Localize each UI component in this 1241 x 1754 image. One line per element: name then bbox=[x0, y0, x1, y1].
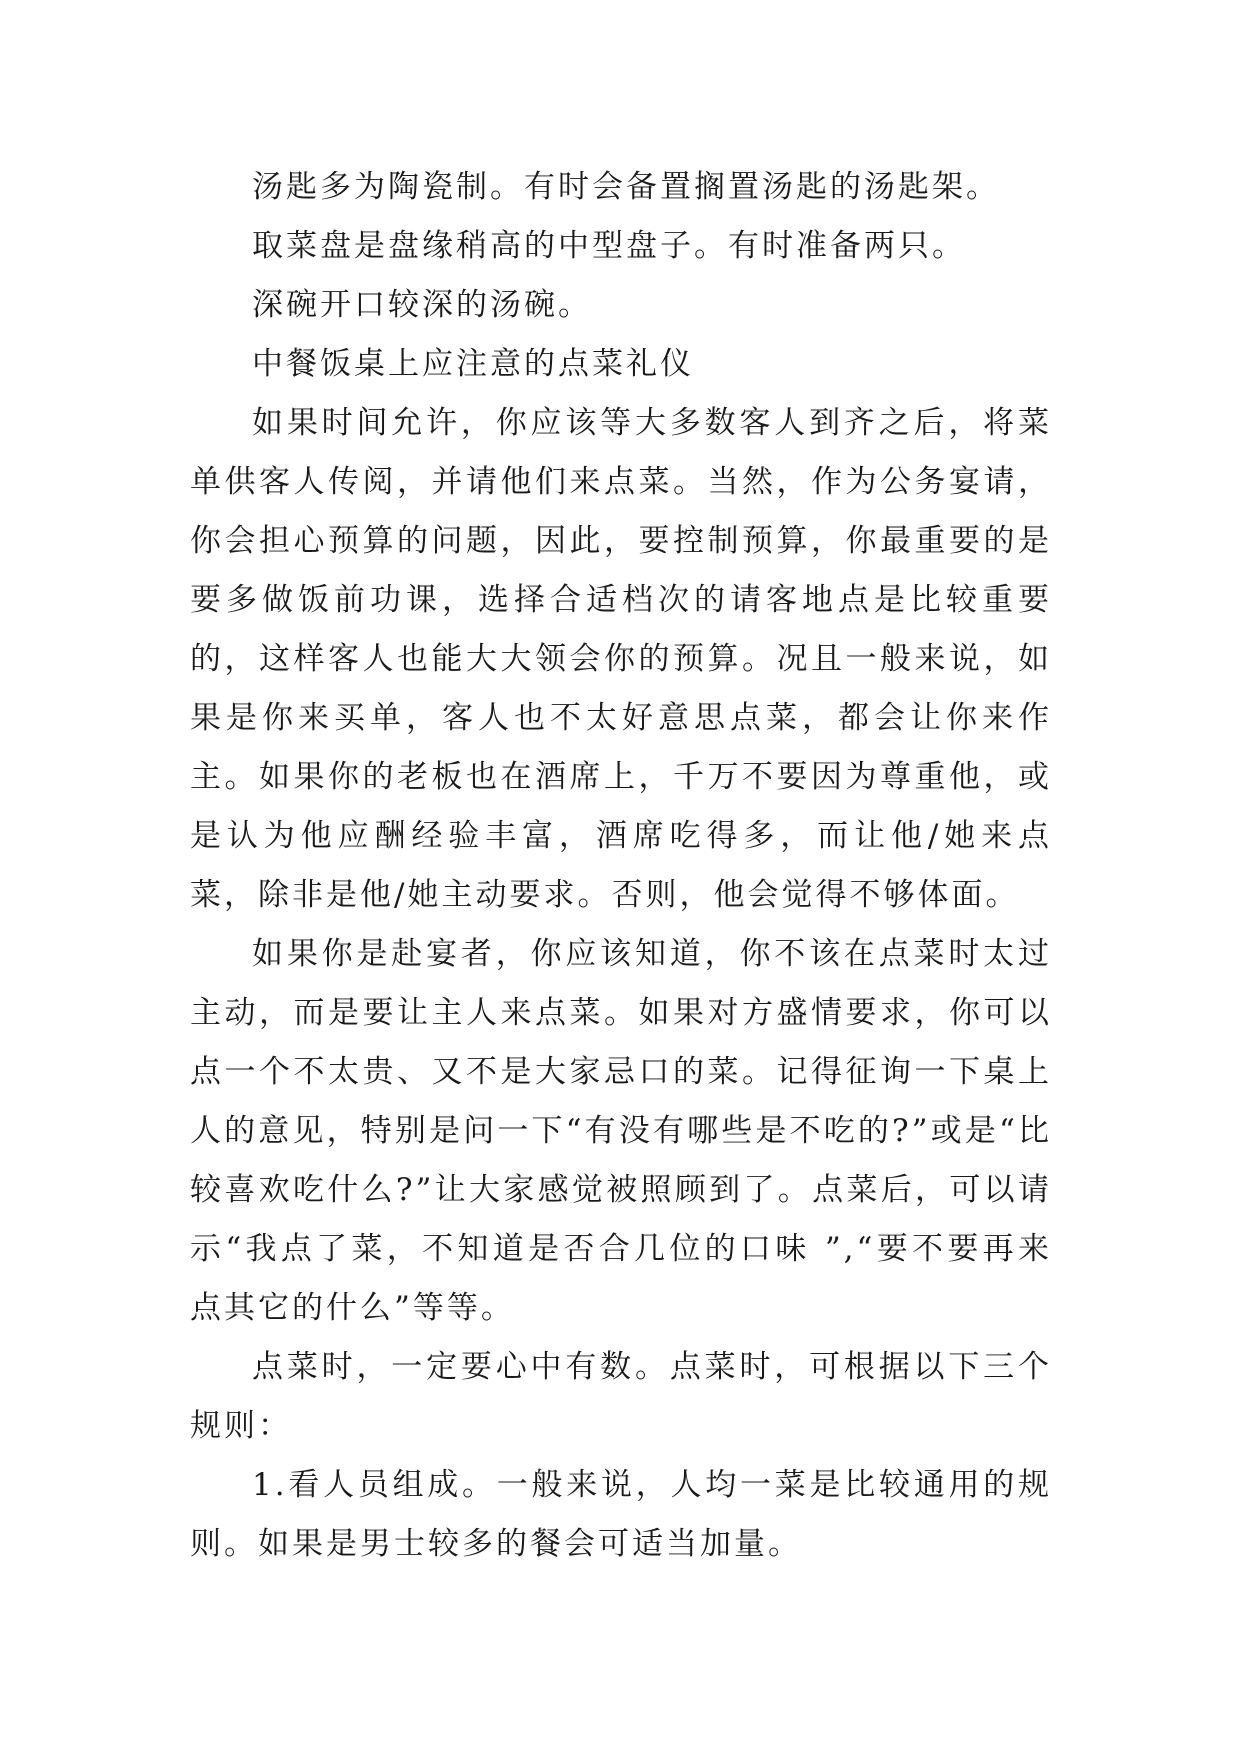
paragraph-deep-bowl: 深碗开口较深的汤碗。 bbox=[252, 287, 592, 323]
paragraph-serving-plate: 取菜盘是盘缘稍高的中型盘子。有时准备两只。 bbox=[252, 228, 966, 264]
paragraph-host-ordering: 如果时间允许，你应该等大多数客人到齐之后，将菜单供客人传阅，并请他们来点菜。当然，作为公务宴请，你会担心预算的问题，因此，要控制预算，你最重要的是要多做饭前功课，选择合适档次的请客地点是比较重要的，这样客人也能大大领会你的预算。况且一般来说，如果是你来买单，客人也不太好意思点菜，都会让你来作主。如果你的老板也在酒席上，千万不要因为尊重他，或是认为他应酬经验丰富，酒席吃得多，而让他/她来点菜，除非是他/她主动要求。否则，他会觉得不够体面。 bbox=[190, 405, 1052, 913]
paragraph-rule-1: 1.看人员组成。一般来说，人均一菜是比较通用的规则。如果是男士较多的餐会可适当加量。 bbox=[190, 1467, 1052, 1562]
paragraph-soup-spoon: 汤匙多为陶瓷制。有时会备置搁置汤匙的汤匙架。 bbox=[252, 169, 1000, 205]
document-body bbox=[190, 158, 1052, 1574]
section-heading-ordering-etiquette: 中餐饭桌上应注意的点菜礼仪 bbox=[252, 346, 694, 382]
paragraph-guest-ordering: 如果你是赴宴者，你应该知道，你不该在点菜时太过主动，而是要让主人来点菜。如果对方盛情要求，你可以点一个不太贵、又不是大家忌口的菜。记得征询一下桌上人的意见，特别是问一下“有没有哪些是不吃的?”或是“比较喜欢吃什么?”让大家感觉被照顾到了。点菜后，可以请示“我点了菜，不知道是否合几位的口味 ”,“要不要再来点其它的什么”等等。 bbox=[190, 936, 1052, 1326]
paragraph-ordering-rules-intro: 点菜时，一定要心中有数。点菜时，可根据以下三个规则： bbox=[190, 1349, 1052, 1444]
